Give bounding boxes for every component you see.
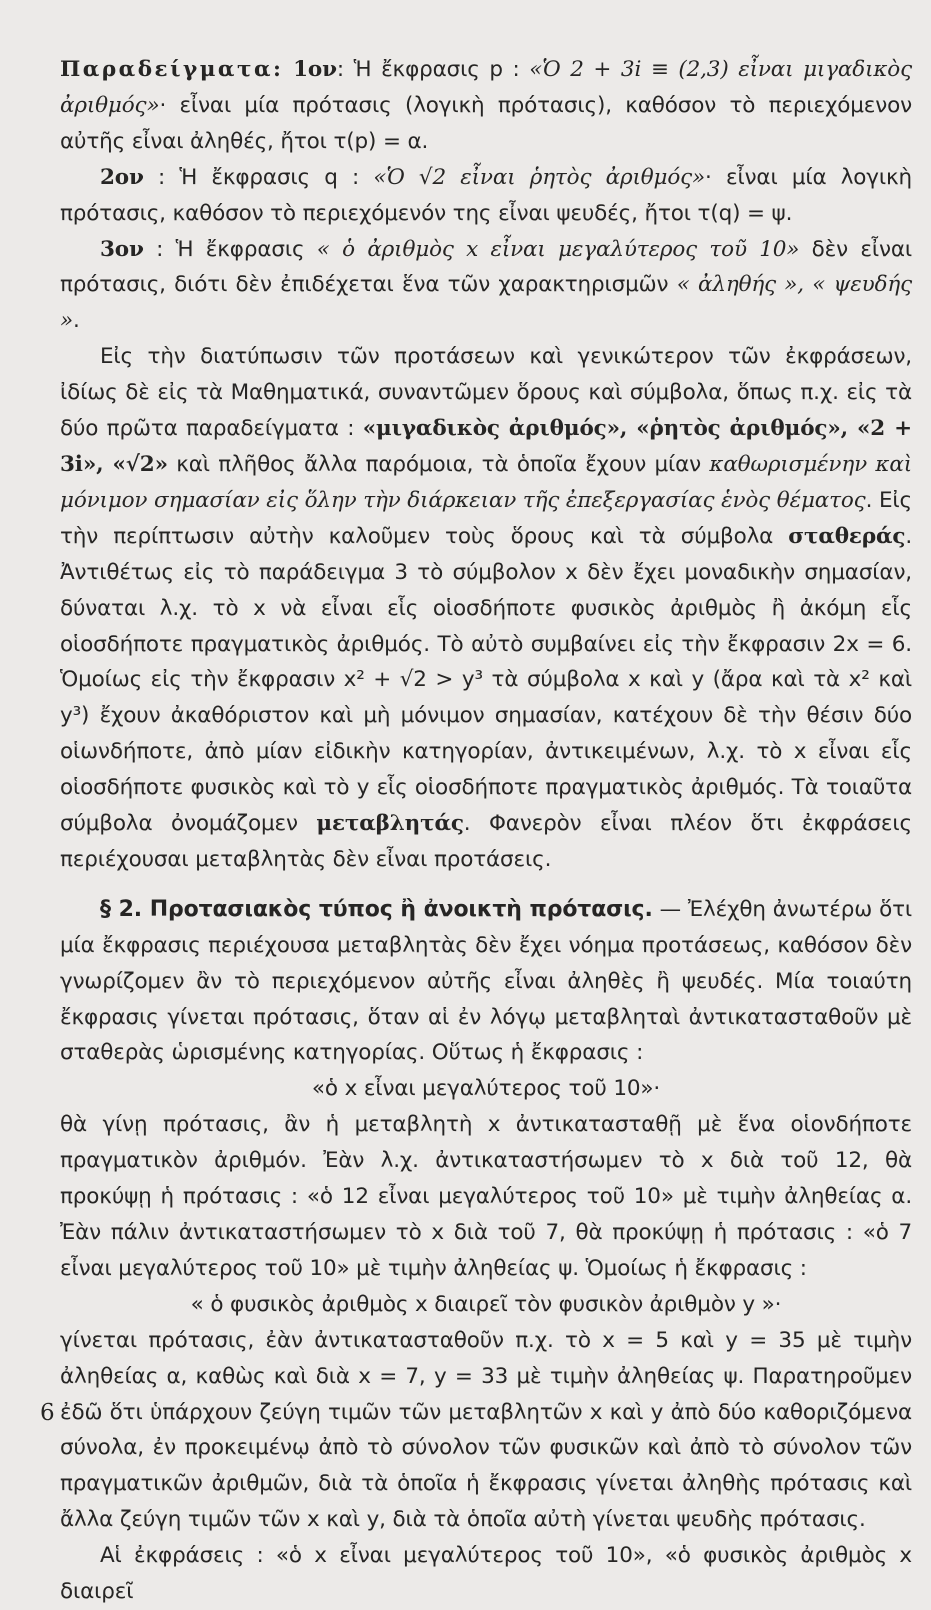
section-2-paragraph-3: γίνεται πρότασις, ἐὰν ἀντικατασταθοῦν π.χ. τὸ x = 5 καὶ y = 35 μὲ τιμὴν ἀληθείας α, καθὼς καὶ διὰ x = 7, y = 33 μὲ τιμὴν ἀληθείας ψ. Παρατηροῦμεν ἐδῶ ὅτι ὑπάρχουν ζεύγη τιμῶν τῶν μεταβλητῶν x καὶ y ἀπὸ δύο καθοριζόμενα σύνολα, ἐν προκειμένῳ ἀπὸ τὸ σύνολον τῶν φυσικῶν καὶ ἀπὸ τὸ σύνολον τῶν πραγματικῶν ἀριθμῶν, διὰ τὰ ὁποῖα ἡ ἔκφρασις γίνεται ἀληθὴς πρότασις καὶ ἄλλα ζεύγη τιμῶν τῶν x καὶ y, διὰ τὰ ὁποῖα αὐτὴ γίνεται ψευδὴς πρότασις. xyxy=(60,1327,912,1533)
bold-terms: «μιγαδικὸς ἀριθμός», «ῥητὸς ἀριθμός», «2 + 3i», «√2» xyxy=(60,416,912,477)
italic-phrase: καθωρισμένην καὶ μόνιμον σημασίαν εἰς ὅλην τὴν διάρκειαν τῆς ἐπεξεργασίας ἑνὸς θέματος xyxy=(60,451,912,513)
example-1-quote: «Ὁ 2 + 3i ≡ (2,3) εἶναι μιγαδικὸς ἀριθμός» xyxy=(60,57,912,118)
example-3-number: 3ον xyxy=(100,236,144,262)
section-2-paragraph-2: θὰ γίνῃ πρότασις, ἂν ἡ μεταβλητὴ x ἀντικατασταθῇ μὲ ἕνα οἱονδήποτε πραγματικὸν ἀριθμόν. Ἐὰν λ.χ. ἀντικαταστήσωμεν τὸ x διὰ τοῦ 12, θὰ προκύψῃ ἡ πρότασις : «ὁ 12 εἶναι μεγαλύτερος τοῦ 10» μὲ τιμὴν ἀληθείας α. Ἐὰν πάλιν ἀντικαταστήσωμεν τὸ x διὰ τοῦ 7, θὰ προκύψῃ ἡ πρότασις : «ὁ 7 εἶναι μεγαλύτερος τοῦ 10» μὲ τιμὴν ἀληθείας ψ. Ὁμοίως ἡ ἔκφρασις : xyxy=(60,1112,912,1281)
section-2-heading: § 2. Προτασιακὸς τύπος ἢ ἀνοικτὴ πρότασις. xyxy=(100,896,653,922)
example-1-number: 1ον xyxy=(293,57,337,82)
term-variables: μεταβλητάς xyxy=(316,811,464,837)
example-3: 3ον : Ἡ ἔκφρασις « ὁ ἀριθμὸς x εἶναι μεγαλύτερος τοῦ 10» δὲν εἶναι πρότασις, διότι δὲν ἐπιδέχεται ἕνα τῶν χαρακτηρισμῶν « ἀληθής », « ψευδής ». xyxy=(60,236,912,334)
page-number: 6 xyxy=(40,1400,55,1426)
example-2-number: 2ον xyxy=(100,164,144,190)
term-constants: σταθεράς xyxy=(788,523,906,549)
quote-expression-2: « ὁ φυσικὸς ἀριθμὸς x διαιρεῖ τὸν φυσικὸν ἀριθμὸν y »· xyxy=(190,1291,782,1317)
page-body xyxy=(60,52,912,1610)
section-2-paragraph-4: Αἱ ἐκφράσεις : «ὁ x εἶναι μεγαλύτερος τοῦ 10», «ὁ φυσικὸς ἀριθμὸς x διαιρεῖ xyxy=(60,1543,912,1605)
examples-label: Παραδείγματα: xyxy=(60,57,284,82)
quote-expression-1: «ὁ x εἶναι μεγαλύτερος τοῦ 10»· xyxy=(311,1076,661,1102)
section-2-intro: § 2. Προτασιακὸς τύπος ἢ ἀνοικτὴ πρότασις. — Ἐλέχθη ἀνωτέρω ὅτι μία ἔκφρασις περιέχουσα μεταβλητὰς δὲν ἔχει νόημα προτάσεως, καθόσον δὲν γνωρίζομεν ἂν τὸ περιεχόμενον αὐτῆς εἶναι ἀληθὲς ἢ ψευδές. Μία τοιαύτη ἔκφρασις γίνεται πρότασις, ὅταν αἱ ἐν λόγῳ μεταβληταὶ ἀντικατασταθοῦν μὲ σταθερὰς ὡρισμένης κατηγορίας. Οὕτως ἡ ἔκφρασις : xyxy=(60,896,912,1066)
paragraph-constants-variables: Εἰς τὴν διατύπωσιν τῶν προτάσεων καὶ γενικώτερον τῶν ἐκφράσεων, ἰδίως δὲ εἰς τὰ Μαθηματικά, συναντῶμεν ὅρους καὶ σύμβολα, ὅπως π.χ. εἰς τὰ δύο πρῶτα παραδείγματα : «μιγαδικὸς ἀριθμός», «ῥητὸς ἀριθμός», «2 + 3i», «√2» καὶ πλῆθος ἄλλα παρόμοια, τὰ ὁποῖα ἔχουν μίαν καθωρισμένην καὶ μόνιμον σημασίαν εἰς ὅλην τὴν διάρκειαν τῆς ἐπεξεργασίας ἑνὸς θέματος. Εἰς τὴν περίπτωσιν αὐτὴν καλοῦμεν τοὺς ὅρους καὶ τὰ σύμβολα σταθεράς. Ἀντιθέτως εἰς τὸ παράδειγμα 3 τὸ σύμβολον x δὲν ἔχει μοναδικὴν σημασίαν, δύναται λ.χ. τὸ x νὰ εἶναι εἷς οἱοσδήποτε φυσικὸς ἀριθμὸς ἢ ἀκόμη εἷς οἱοσδήποτε πραγματικὸς ἀριθμός. Τὸ αὐτὸ συμβαίνει εἰς τὴν ἔκφρασιν 2x = 6. Ὁμοίως εἰς τὴν ἔκφρασιν x² + √2 > y³ τὰ σύμβολα x καὶ y (ἄρα καὶ τὰ x² καὶ y³) ἔχουν ἀκαθόριστον καὶ μὴ μόνιμον σημασίαν, κατέχουν δὲ τὴν θέσιν δύο οἱωνδήποτε, ἀπὸ μίαν εἰδικὴν κατηγορίαν, ἀντικειμένων, λ.χ. τὸ x εἶναι εἷς οἱοσδήποτε φυσικὸς καὶ τὸ y εἷς οἱοσδήποτε πραγματικὸς ἀριθμός. Τὰ τοιαῦτα σύμβολα ὀνομάζομεν μεταβλητάς. Φανερὸν εἶναι πλέον ὅτι ἐκφράσεις περιέχουσαι μεταβλητὰς δὲν εἶναι προτάσεις. xyxy=(60,344,912,872)
example-2: 2ον : Ἡ ἔκφρασις q : «Ὁ √2 εἶναι ῥητὸς ἀριθμός»· εἶναι μία λογικὴ πρότασις, καθόσον τὸ περιεχόμενόν της εἶναι ψευδές, ἤτοι τ(q) = ψ. xyxy=(60,164,913,226)
example-1: Παραδείγματα: 1ον: Ἡ ἔκφρασις p : «Ὁ 2 + 3i ≡ (2,3) εἶναι μιγαδικὸς ἀριθμός»· εἶναι μία πρότασις (λογικὴ πρότασις), καθόσον τὸ περιεχόμενον αὐτῆς εἶναι ἀληθές, ἤτοι τ(p) = α. xyxy=(60,57,912,154)
example-3-quote: « ὁ ἀριθμὸς x εἶναι μεγαλύτερος τοῦ 10» xyxy=(316,236,800,262)
example-2-quote: «Ὁ √2 εἶναι ῥητὸς ἀριθμός» xyxy=(373,164,706,190)
